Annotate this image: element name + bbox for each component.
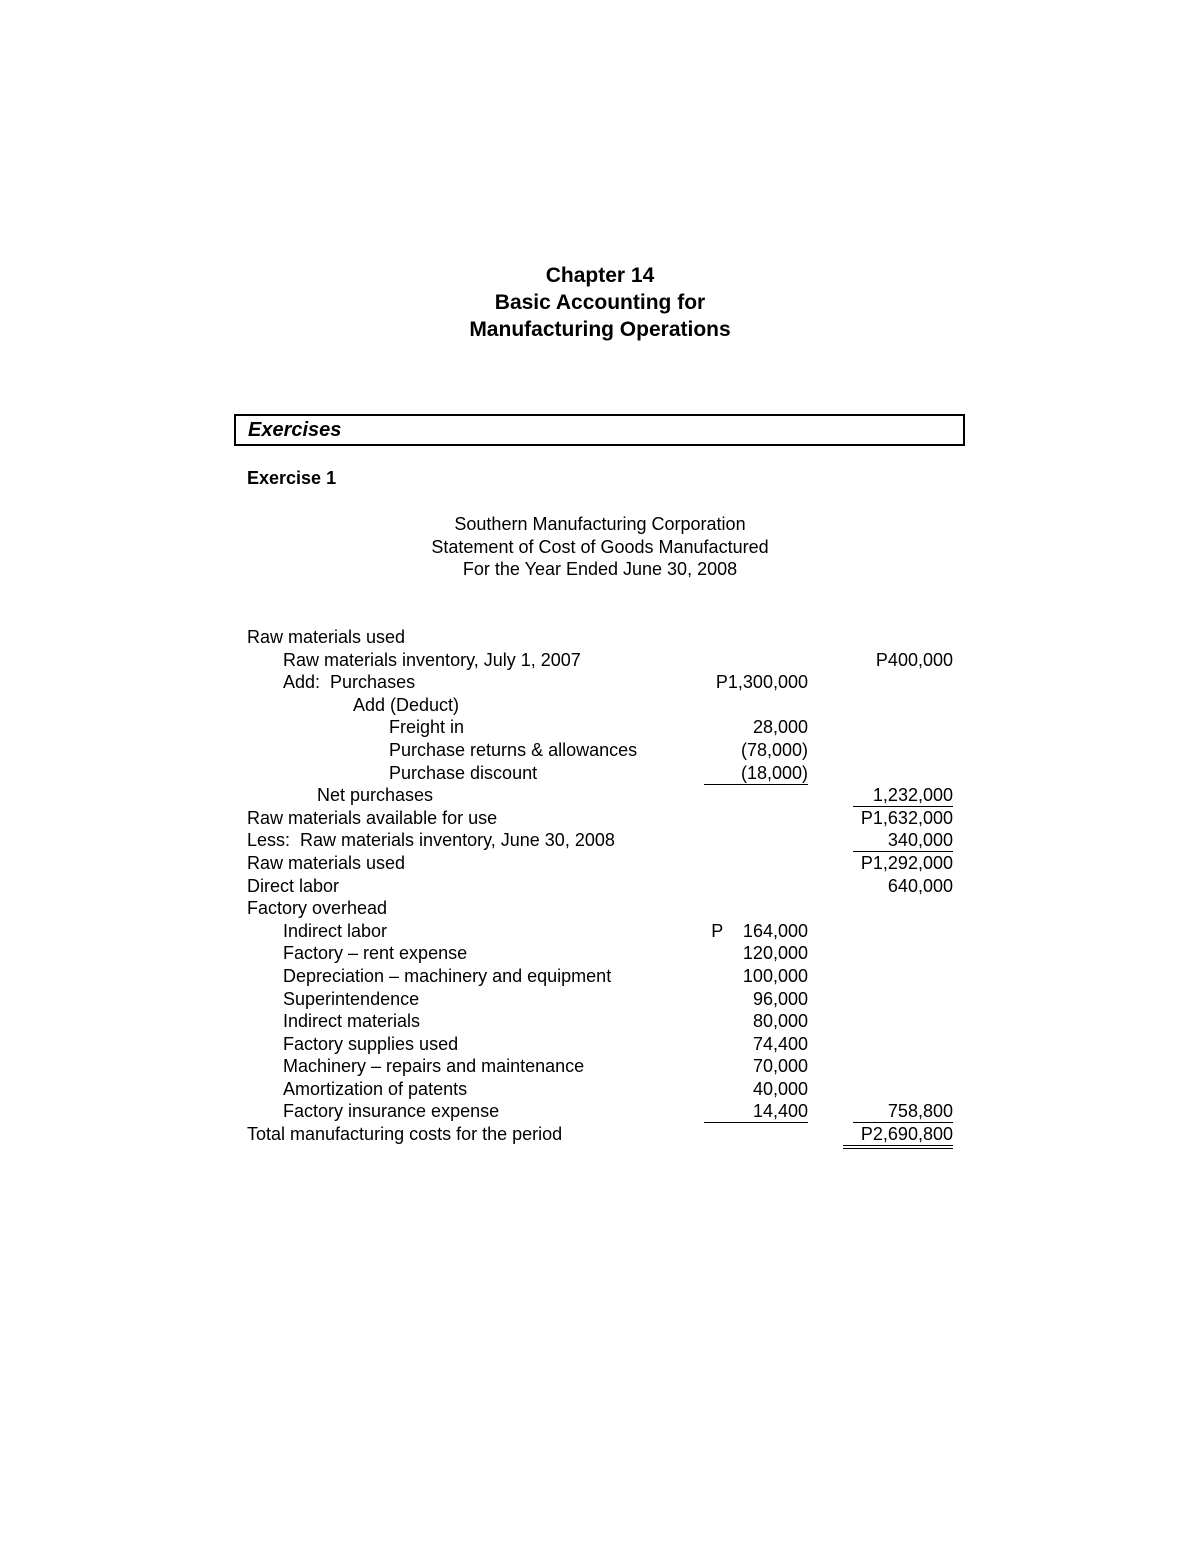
- row-total: P1,292,000: [860, 853, 953, 873]
- row-total: 340,000: [853, 829, 953, 852]
- row-label: Factory insurance expense: [283, 1101, 500, 1121]
- row-label: Add (Deduct): [353, 695, 460, 715]
- table-row: [0, 1123, 1200, 1146]
- row-amount: 40,000: [752, 1079, 808, 1099]
- row-total: 640,000: [887, 876, 953, 896]
- row-label: Direct labor: [247, 876, 340, 896]
- table-row: [0, 875, 1200, 898]
- row-amount: (18,000): [704, 762, 808, 785]
- row-label: Add: Purchases: [283, 672, 416, 692]
- row-label: Factory supplies used: [283, 1034, 459, 1054]
- row-amount: 28,000: [752, 717, 808, 737]
- table-row: [0, 739, 1200, 762]
- row-label: Indirect labor: [283, 921, 388, 941]
- row-amount: 100,000: [742, 966, 808, 986]
- exercises-label: Exercises: [248, 419, 342, 441]
- table-row: [0, 988, 1200, 1011]
- row-amount: 70,000: [752, 1056, 808, 1076]
- row-amount: 80,000: [752, 1011, 808, 1031]
- table-row: [0, 716, 1200, 739]
- grand-total: P2,690,800: [843, 1123, 953, 1149]
- row-label: Purchase returns & allowances: [389, 740, 638, 760]
- row-label: Raw materials used: [247, 853, 406, 873]
- row-label: Raw materials inventory, July 1, 2007: [283, 650, 581, 670]
- table-row: [0, 762, 1200, 785]
- row-label: Factory overhead: [247, 898, 388, 918]
- chapter-title-line-2: Manufacturing Operations: [469, 318, 731, 341]
- table-row: [0, 1055, 1200, 1078]
- table-row: [0, 807, 1200, 830]
- table-row: [0, 649, 1200, 672]
- row-label: Purchase discount: [389, 763, 538, 783]
- row-amount: 14,400: [704, 1100, 808, 1123]
- table-row: [0, 897, 1200, 920]
- table-row: [0, 1033, 1200, 1056]
- table-row: [0, 1100, 1200, 1123]
- exercises-section-header: [234, 414, 965, 446]
- table-row: [0, 829, 1200, 852]
- row-label: Machinery – repairs and maintenance: [283, 1056, 585, 1076]
- statement-period: For the Year Ended June 30, 2008: [462, 559, 738, 579]
- row-label: Total manufacturing costs for the period: [247, 1124, 563, 1144]
- row-amount: 74,400: [752, 1034, 808, 1054]
- row-label: Freight in: [389, 717, 465, 737]
- statement-name: Statement of Cost of Goods Manufactured: [431, 537, 769, 557]
- table-row: [0, 784, 1200, 807]
- table-row: [0, 942, 1200, 965]
- row-total: 1,232,000: [853, 784, 953, 807]
- table-row: [0, 920, 1200, 943]
- row-amount: P 164,000: [711, 921, 808, 941]
- table-row: [0, 852, 1200, 875]
- chapter-title-line-1: Basic Accounting for: [494, 291, 706, 314]
- row-amount: P1,300,000: [715, 672, 808, 692]
- row-amount: (78,000): [740, 740, 808, 760]
- exercise-label: Exercise 1: [247, 468, 337, 488]
- chapter-number: Chapter 14: [545, 264, 655, 287]
- row-total: 758,800: [853, 1100, 953, 1123]
- row-total: P400,000: [875, 650, 953, 670]
- row-label: Indirect materials: [283, 1011, 421, 1031]
- row-label: Superintendence: [283, 989, 420, 1009]
- table-row: [0, 1010, 1200, 1033]
- row-label: Amortization of patents: [283, 1079, 468, 1099]
- table-row: [0, 1078, 1200, 1101]
- table-row: [0, 965, 1200, 988]
- row-total: P1,632,000: [860, 808, 953, 828]
- company-name: Southern Manufacturing Corporation: [454, 514, 746, 534]
- row-label: Factory – rent expense: [283, 943, 468, 963]
- row-label: Depreciation – machinery and equipment: [283, 966, 612, 986]
- row-amount: 120,000: [742, 943, 808, 963]
- row-amount: 96,000: [752, 989, 808, 1009]
- row-label: Net purchases: [317, 785, 434, 805]
- table-row: [0, 694, 1200, 717]
- row-label: Less: Raw materials inventory, June 30, 2008: [247, 830, 615, 850]
- row-label: Raw materials available for use: [247, 808, 498, 828]
- table-row: [0, 671, 1200, 694]
- table-row: [0, 626, 1200, 649]
- row-label: Raw materials used: [247, 627, 406, 647]
